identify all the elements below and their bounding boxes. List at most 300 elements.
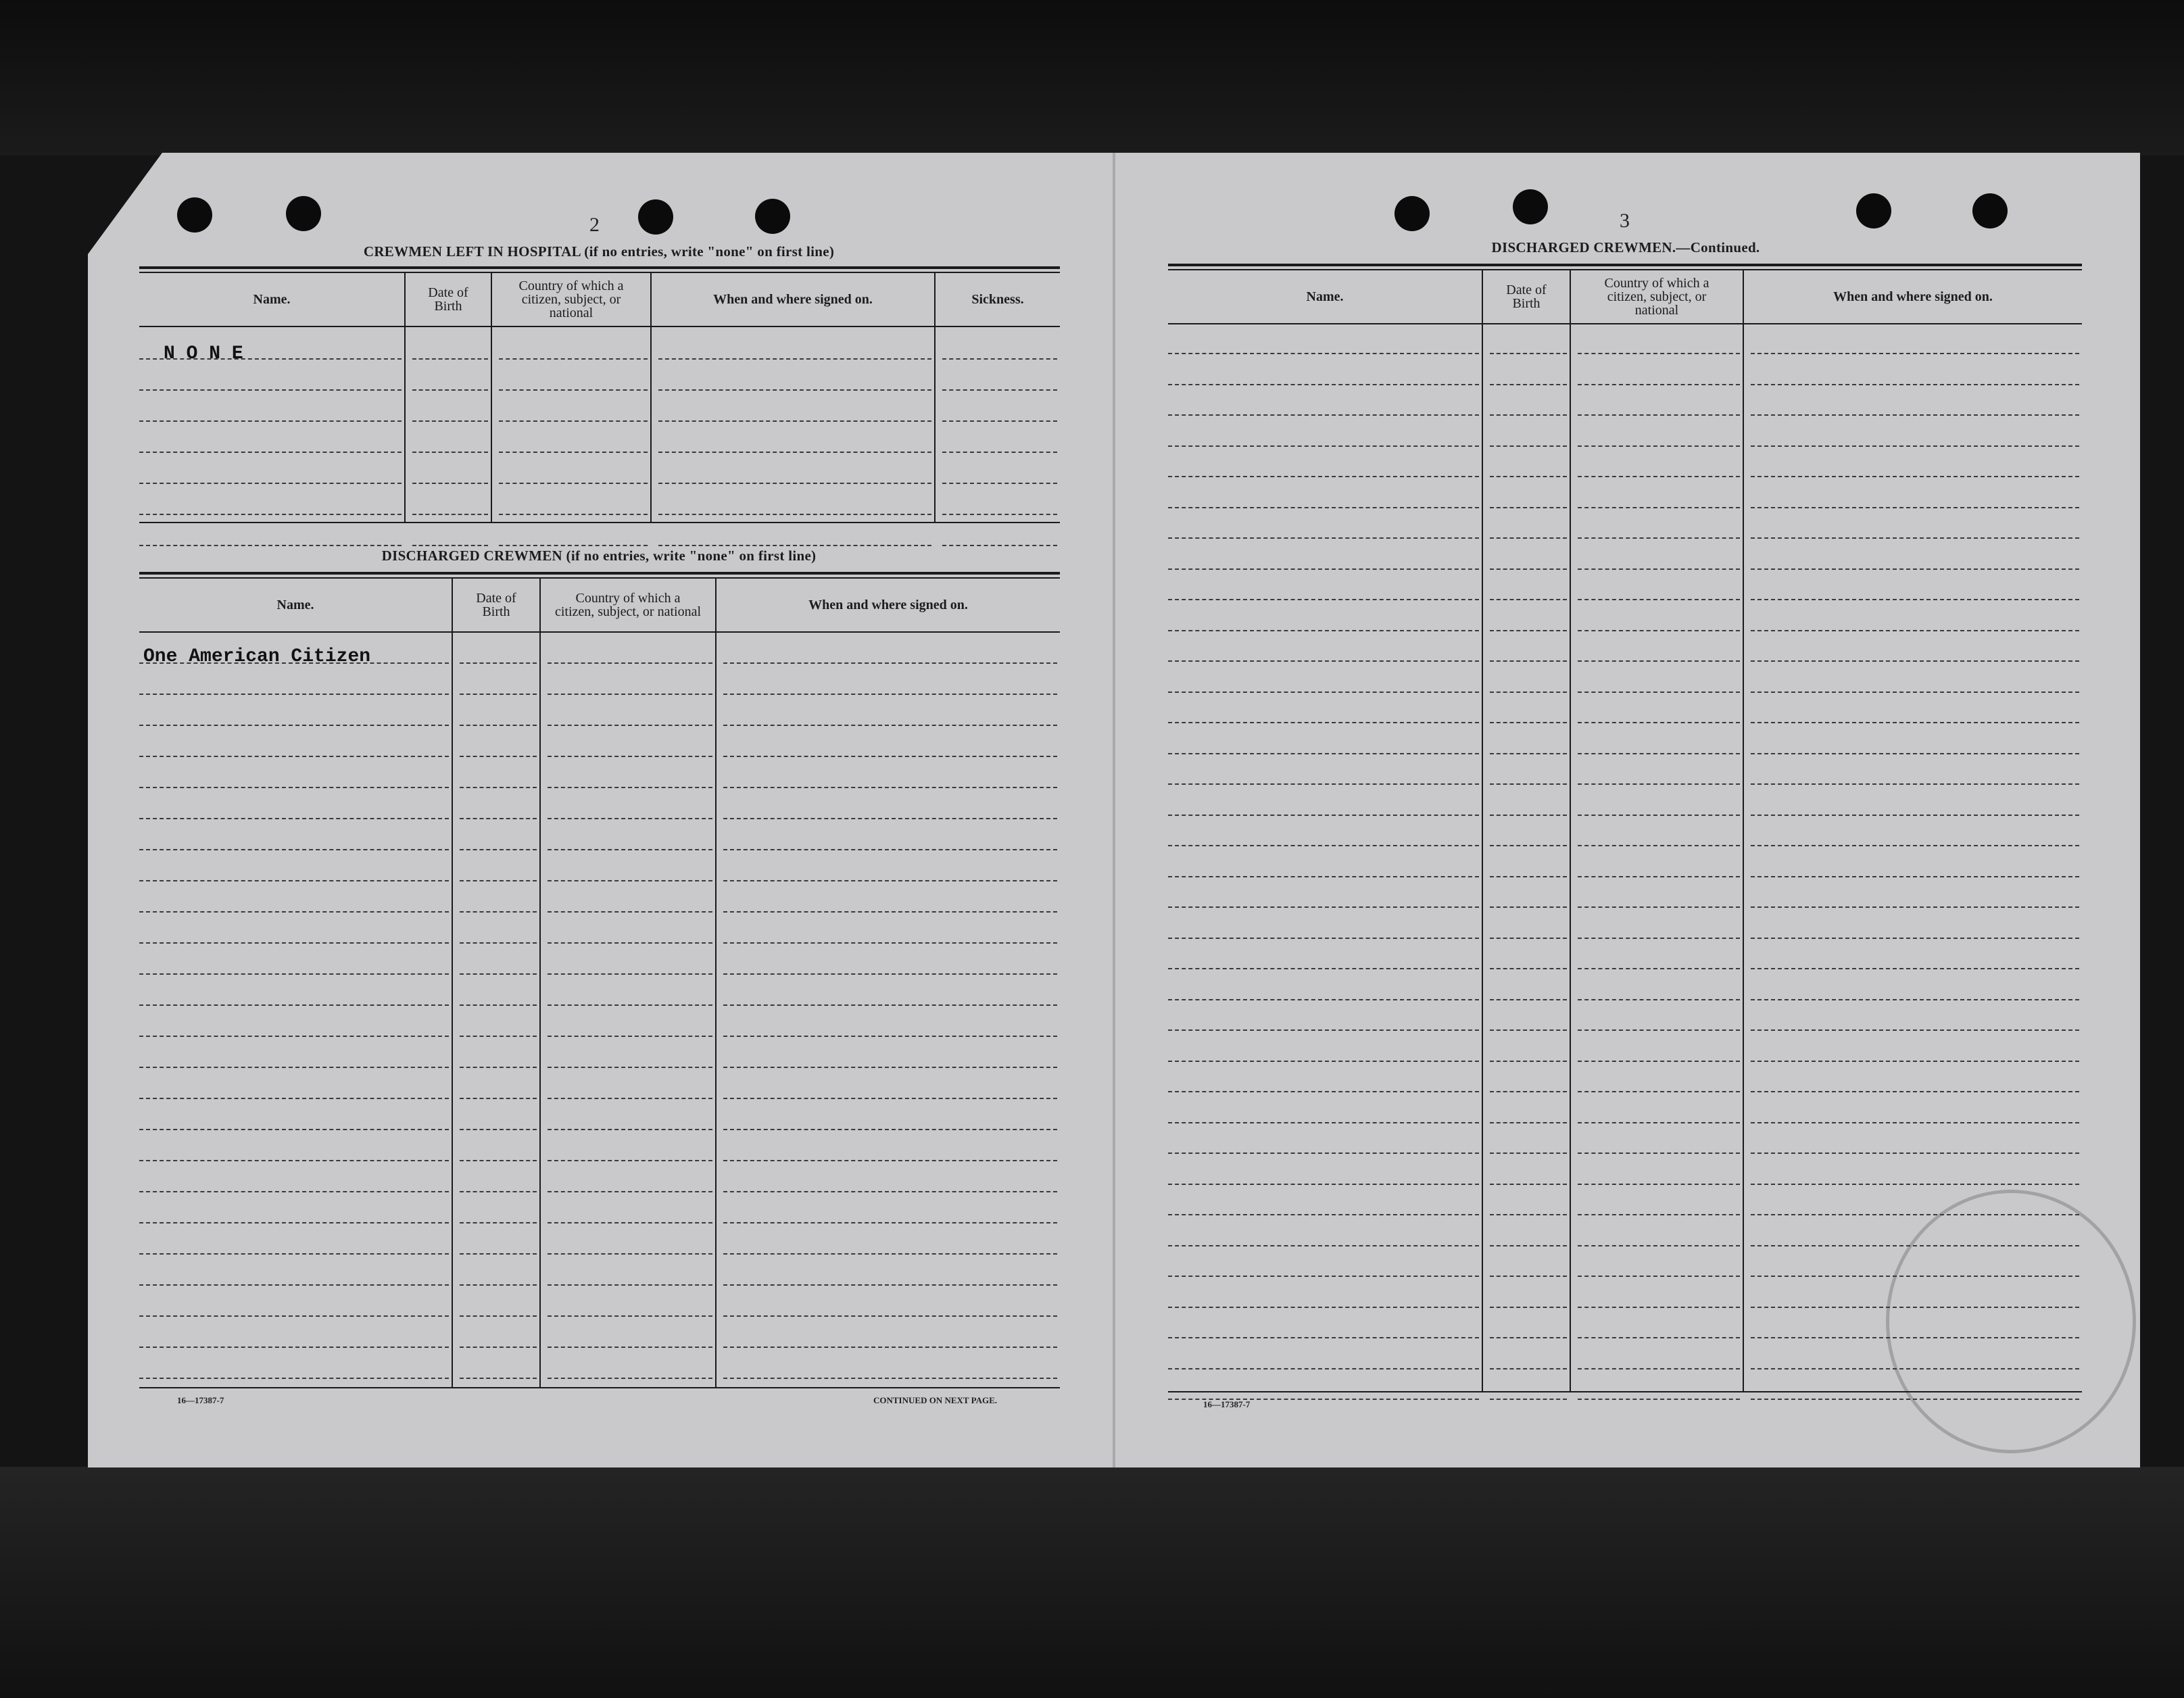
ruled-line [1751,753,2079,754]
ruled-line [1751,1276,2079,1277]
ruled-line [460,880,537,881]
ruled-line [460,725,537,726]
ruled-line [1490,1337,1567,1338]
ruled-line [1578,445,1740,447]
col-country-header: Country of which a citizen, subject, or national [1604,276,1709,318]
ruled-line [460,818,537,819]
punch-hole-icon [1856,193,1891,228]
ruled-line [658,545,931,546]
ruled-line [460,1036,537,1037]
ruled-line [1168,1091,1479,1092]
ruled-line [499,389,648,391]
col-country-header: Country of which a citizen, subject, or national [518,278,624,320]
ruled-line [1490,507,1567,508]
ruled-line [1751,537,2079,539]
ruled-line [139,1129,449,1130]
ruled-line [1490,783,1567,785]
col-name-header: Name. [1306,289,1344,304]
ruled-line [1751,906,2079,908]
ruled-line [139,1284,449,1286]
ruled-line [1578,476,1740,477]
ruled-line [1578,507,1740,508]
ruled-line [139,1347,449,1348]
ruled-line [723,1004,1057,1006]
ruled-line [548,911,712,913]
ruled-line [1490,815,1567,816]
ruled-line [942,358,1057,360]
ruled-line [1490,753,1567,754]
ruled-line [723,911,1057,913]
ruled-line [1578,660,1740,662]
ruled-line [1168,1214,1479,1215]
ruled-line [1168,1153,1479,1154]
ruled-line [1490,1091,1567,1092]
col-dob-header: Date of Birth [1506,283,1547,311]
ruled-line [1751,414,2079,416]
ruled-line [1168,507,1479,508]
ruled-line [1751,1091,2079,1092]
ruled-line [1578,630,1740,631]
ruled-line [723,694,1057,695]
ruled-line [1751,384,2079,385]
ruled-line [460,662,537,664]
ruled-line [548,1191,712,1192]
ruled-line [412,452,488,453]
ruled-line [139,1253,449,1255]
ruled-line [460,1067,537,1068]
col-dob-header: Date of Birth [428,285,468,314]
ruled-line [1578,1307,1740,1308]
ruled-line [499,483,648,484]
ruled-line [1168,753,1479,754]
ruled-line [1168,1029,1479,1031]
ruled-line [548,787,712,788]
col-dob-header: Date of Birth [476,591,516,619]
ruled-line [460,911,537,913]
ruled-line [412,514,488,515]
ruled-line [139,787,449,788]
ruled-line [1578,845,1740,846]
ruled-line [460,849,537,850]
ruled-line [139,358,402,360]
ruled-line [723,756,1057,757]
ruled-line [723,1067,1057,1068]
ruled-line [460,1347,537,1348]
ruled-line [1751,1122,2079,1123]
ruled-line [460,756,537,757]
ruled-line [658,389,931,391]
col-signed-header: When and where signed on. [808,598,968,612]
ruled-line [548,1315,712,1317]
ruled-line [1168,722,1479,723]
ruled-line [1168,815,1479,816]
ruled-line [1490,630,1567,631]
ruled-line [548,1222,712,1223]
ruled-line [139,1160,449,1161]
ruled-line [1751,783,2079,785]
ruled-line [460,1098,537,1099]
page-number: 2 [589,214,600,236]
ruled-line [723,1160,1057,1161]
ruled-line [1751,968,2079,969]
ruled-line [1578,353,1740,354]
ruled-line [499,545,648,546]
ruled-line [139,1036,449,1037]
ruled-line [1578,1061,1740,1062]
ruled-line [1168,1122,1479,1123]
ruled-line [460,787,537,788]
discharged-table [139,572,1060,1390]
ruled-line [1490,1307,1567,1308]
ruled-line [139,942,449,944]
ruled-line [723,787,1057,788]
ruled-line [723,1222,1057,1223]
ruled-line [1578,722,1740,723]
ruled-line [723,942,1057,944]
ruled-line [139,1315,449,1317]
ruled-line [139,389,402,391]
ruled-line [1578,1153,1740,1154]
ruled-line [139,662,449,664]
ruled-line [1578,1029,1740,1031]
ruled-line [412,389,488,391]
ruled-line [460,1160,537,1161]
ruled-line [1168,999,1479,1000]
ruled-line [1490,692,1567,693]
ruled-line [1490,876,1567,877]
ruled-line [139,1191,449,1192]
scanner-background-top [0,0,2184,155]
ruled-line [1168,876,1479,877]
ruled-line [1168,845,1479,846]
ruled-line [723,1036,1057,1037]
ruled-line [548,1284,712,1286]
ruled-line [548,973,712,975]
ruled-line [460,1222,537,1223]
ruled-line [1168,537,1479,539]
ruled-line [1490,660,1567,662]
ruled-line [1751,876,2079,877]
punch-hole-icon [755,199,790,234]
ruled-line [1490,999,1567,1000]
hospital-table [139,266,1060,526]
ruled-line [1490,722,1567,723]
col-country-header: Country of which a citizen, subject, or national [554,591,702,619]
ruled-line [1490,1214,1567,1215]
punch-hole-icon [638,199,673,235]
ruled-line [548,942,712,944]
ruled-line [548,818,712,819]
discharged-section-heading: DISCHARGED CREWMEN (if no entries, write "none" on first line) [381,548,817,564]
ruled-line [942,389,1057,391]
ruled-line [723,1284,1057,1286]
ruled-line [139,452,402,453]
ruled-line [658,452,931,453]
ruled-line [139,911,449,913]
ruled-line [139,725,449,726]
ruled-line [1168,1368,1479,1369]
ruled-line [1490,414,1567,416]
ruled-line [723,1253,1057,1255]
ruled-line [460,1378,537,1379]
ruled-line [723,1098,1057,1099]
ruled-line [1578,599,1740,600]
ruled-line [723,725,1057,726]
ruled-line [1751,476,2079,477]
ruled-line [460,694,537,695]
ruled-line [1578,692,1740,693]
ruled-line [1578,1184,1740,1185]
ruled-line [460,1191,537,1192]
ruled-line [412,358,488,360]
ruled-line [1168,384,1479,385]
ruled-line [1578,783,1740,785]
ruled-line [499,514,648,515]
ruled-line [723,1129,1057,1130]
col-signed-header: When and where signed on. [713,292,873,307]
discharged-entry: One American Citizen [143,646,371,667]
ruled-line [1751,507,2079,508]
ruled-line [139,694,449,695]
ruled-line [548,756,712,757]
ruled-line [139,420,402,422]
ruled-line [658,514,931,515]
ruled-line [1751,445,2079,447]
ruled-line [1578,815,1740,816]
scanner-background-bottom [0,1467,2184,1698]
ruled-line [942,545,1057,546]
ruled-line [723,662,1057,664]
col-name-header: Name. [276,598,314,612]
ruled-line [942,420,1057,422]
ruled-line [1490,1122,1567,1123]
ruled-line [1578,1368,1740,1369]
ruled-line [1490,599,1567,600]
ruled-line [460,1284,537,1286]
ruled-line [1490,1153,1567,1154]
ruled-line [460,1315,537,1317]
ruled-line [1751,353,2079,354]
ruled-line [139,849,449,850]
ruled-line [1578,968,1740,969]
ruled-line [942,452,1057,453]
ruled-line [499,452,648,453]
continued-note: CONTINUED ON NEXT PAGE. [873,1395,997,1405]
ruled-line [139,1004,449,1006]
center-fold [1113,153,1115,1467]
hospital-section-heading: CREWMEN LEFT IN HOSPITAL (if no entries, write "none" on first line) [363,243,835,260]
ruled-line [1168,938,1479,939]
ruled-line [1578,1214,1740,1215]
ruled-line [1578,414,1740,416]
ruled-line [1751,845,2079,846]
ruled-line [1168,353,1479,354]
ruled-line [499,420,648,422]
ruled-line [1168,445,1479,447]
ruled-line [1490,1368,1567,1369]
ruled-line [723,1315,1057,1317]
ruled-line [1490,568,1567,570]
ruled-line [139,514,402,515]
ruled-line [1751,692,2079,693]
ruled-line [723,1191,1057,1192]
ruled-line [1168,630,1479,631]
ruled-line [1751,1214,2079,1215]
ruled-line [723,1347,1057,1348]
ruled-line [139,1222,449,1223]
ruled-line [1578,1399,1740,1400]
ruled-line [723,1378,1057,1379]
ruled-line [1168,599,1479,600]
ruled-line [1168,692,1479,693]
ruled-line [1578,537,1740,539]
page-number: 3 [1620,210,1630,232]
ruled-line [548,1036,712,1037]
ruled-line [548,849,712,850]
ruled-line [548,1098,712,1099]
ruled-line [412,545,488,546]
ruled-line [1578,1276,1740,1277]
ruled-line [1751,599,2079,600]
right-section-heading: DISCHARGED CREWMEN.—Continued. [1491,239,1760,256]
ruled-line [139,1378,449,1379]
ruled-line [1490,1276,1567,1277]
ruled-line [139,880,449,881]
ruled-line [1578,999,1740,1000]
ruled-line [139,545,402,546]
ruled-line [548,1378,712,1379]
ruled-line [1751,1061,2079,1062]
ruled-line [548,694,712,695]
ruled-line [1578,906,1740,908]
ruled-line [548,1004,712,1006]
form-number: 16—17387-7 [177,1395,224,1405]
ruled-line [1168,660,1479,662]
ruled-line [942,514,1057,515]
ruled-line [1751,815,2079,816]
ruled-line [1490,1184,1567,1185]
ruled-line [1490,445,1567,447]
ruled-line [1578,876,1740,877]
ruled-line [1751,1245,2079,1246]
ruled-line [548,1129,712,1130]
hospital-entry: N O N E [164,343,243,364]
punch-hole-icon [1394,196,1430,231]
ruled-line [1751,1307,2079,1308]
punch-hole-icon [1972,193,2008,228]
ruled-line [1490,968,1567,969]
ruled-line [412,483,488,484]
ruled-line [1490,537,1567,539]
ruled-line [1578,384,1740,385]
punch-hole-icon [286,196,321,231]
ruled-line [139,756,449,757]
ruled-line [139,1067,449,1068]
ruled-line [1168,906,1479,908]
ruled-line [1168,1276,1479,1277]
ruled-line [1751,1184,2079,1185]
ruled-line [1168,1061,1479,1062]
ruled-line [139,818,449,819]
ruled-line [548,880,712,881]
ruled-line [499,358,648,360]
ruled-line [658,420,931,422]
ruled-line [460,1004,537,1006]
discharged-continued-table [1168,264,2082,1395]
ruled-line [1751,938,2079,939]
ruled-line [1578,1122,1740,1123]
ruled-line [723,880,1057,881]
ruled-line [460,973,537,975]
ruled-line [1490,476,1567,477]
ruled-line [139,1098,449,1099]
col-name-header: Name. [253,292,291,307]
ruled-line [1751,568,2079,570]
ruled-line [139,973,449,975]
ruled-line [1578,1091,1740,1092]
punch-hole-icon [1513,189,1548,224]
ruled-line [548,1160,712,1161]
ruled-line [1168,1337,1479,1338]
ruled-line [412,420,488,422]
ruled-line [548,1347,712,1348]
ruled-line [1751,1337,2079,1338]
ruled-line [548,1253,712,1255]
ruled-line [658,358,931,360]
ruled-line [658,483,931,484]
ruled-line [1490,906,1567,908]
col-signed-header: When and where signed on. [1833,289,1993,304]
ruled-line [1490,1029,1567,1031]
ruled-line [548,1067,712,1068]
ruled-line [1168,1307,1479,1308]
ruled-line [1751,630,2079,631]
ruled-line [1168,1245,1479,1246]
ruled-line [460,1253,537,1255]
ruled-line [1751,1399,2079,1400]
ruled-line [1490,1399,1567,1400]
ruled-line [1751,1029,2079,1031]
ruled-line [1168,476,1479,477]
ruled-line [1168,568,1479,570]
ruled-line [1578,753,1740,754]
ruled-line [1168,783,1479,785]
ruled-line [942,483,1057,484]
ruled-line [1578,568,1740,570]
ruled-line [1751,1368,2079,1369]
ruled-line [548,725,712,726]
ruled-line [1751,722,2079,723]
ruled-line [548,662,712,664]
ruled-line [1168,1184,1479,1185]
ruled-line [460,942,537,944]
form-number: 16—17387-7 [1203,1399,1251,1409]
ruled-line [1751,999,2079,1000]
ruled-line [1490,845,1567,846]
ruled-line [1490,938,1567,939]
ruled-line [723,818,1057,819]
ruled-line [139,483,402,484]
ruled-line [1168,968,1479,969]
ruled-line [1751,660,2079,662]
col-sickness-header: Sickness. [971,292,1024,307]
ruled-line [1490,1245,1567,1246]
ruled-line [1490,1061,1567,1062]
ruled-line [1578,1337,1740,1338]
ruled-line [1578,1245,1740,1246]
ruled-line [1751,1153,2079,1154]
ruled-line [460,1129,537,1130]
